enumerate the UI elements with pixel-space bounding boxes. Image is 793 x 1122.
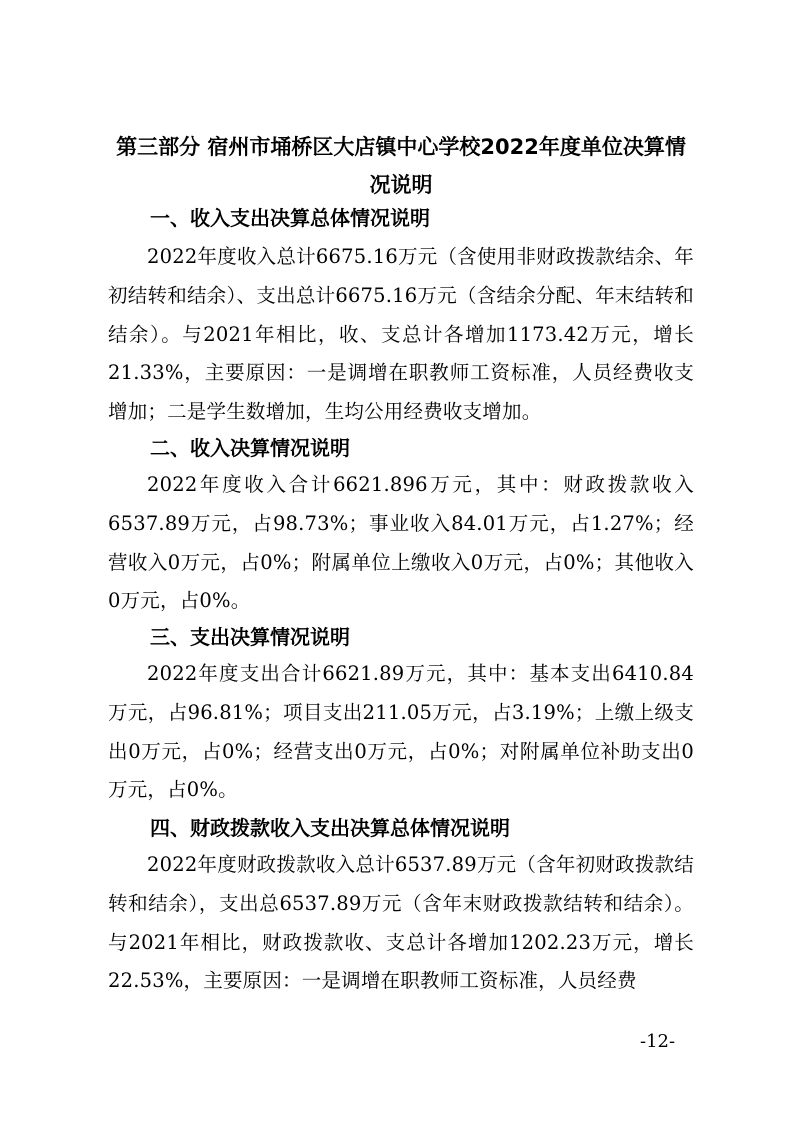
page-number: -12- bbox=[640, 1031, 676, 1052]
section-body-4: 2022年度财政拨款收入总计6537.89万元（含年初财政拨款结转和结余），支出总6537.89万元（含年末财政拨款结转和结余）。与2021年相比，财政拨款收、支总计各增加1202.23万元，增长22.53%，主要原因：一是调增在职教师工资标准，人员经费 bbox=[108, 853, 694, 993]
page-title: 第三部分 宿州市埇桥区大店镇中心学校2022年度单位决算情况说明 bbox=[116, 135, 686, 197]
section-heading-1: 一、收入支出决算总体情况说明 bbox=[150, 206, 430, 230]
section-heading-3: 三、支出决算情况说明 bbox=[150, 625, 350, 649]
section-body-3: 2022年度支出合计6621.89万元，其中：基本支出6410.84万元，占96.81%；项目支出211.05万元，占3.19%；上缴上级支出0万元，占0%；经营支出0万元，占0%；对附属单位补助支出0万元，占0%。 bbox=[108, 662, 694, 802]
section-body-1: 2022年度收入总计6675.16万元（含使用非财政拨款结余、年初结转和结余）、支出总计6675.16万元（含结余分配、年末结转和结余）。与2021年相比，收、支总计各增加1173.42万元，增长21.33%，主要原因：一是调增在职教师工资标准，人员经费收支增加；二是学生数增加，生均公用经费收支增加。 bbox=[108, 245, 694, 424]
section-heading-4: 四、财政拨款收入支出决算总体情况说明 bbox=[150, 816, 510, 840]
section-heading-2: 二、收入决算情况说明 bbox=[150, 436, 350, 460]
section-body-2: 2022年度收入合计6621.896万元，其中：财政拨款收入6537.89万元，占98.73%；事业收入84.01万元，占1.27%；经营收入0万元，占0%；附属单位上缴收入0万元，占0%；其他收入0万元，占0%。 bbox=[108, 473, 694, 613]
